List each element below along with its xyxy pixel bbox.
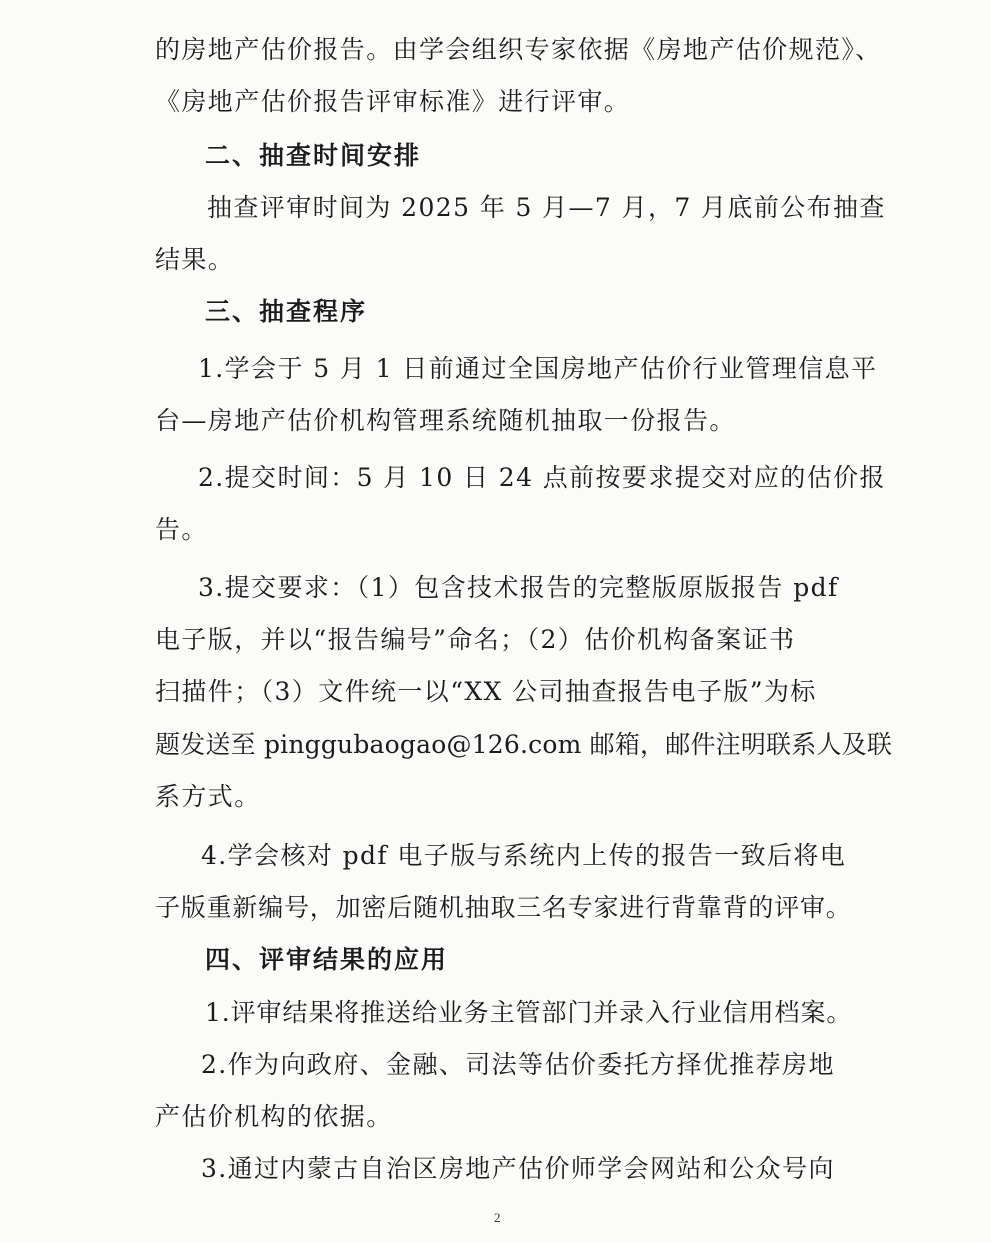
body-line: 系方式。 [155,782,261,811]
page-number: 2 [494,1210,501,1225]
body-line: 1.评审结果将推送给业务主管部门并录入行业信用档案。 [205,998,853,1027]
body-line: 结果。 [155,245,235,274]
body-line: 抽查评审时间为 2025 年 5 月—7 月，7 月底前公布抽查 [207,193,886,222]
body-line: 题发送至 pinggubaogao@126.com 邮箱，邮件注明联系人及联 [155,730,893,759]
body-line: 子版重新编号，加密后随机抽取三名专家进行背靠背的评审。 [155,893,852,922]
body-line: 《房地产估价报告评审标准》进行评审。 [155,87,631,116]
section-heading: 三、抽查程序 [205,297,368,326]
body-line: 1.学会于 5 月 1 日前通过全国房地产估价行业管理信息平 [198,354,878,383]
body-line: 4.学会核对 pdf 电子版与系统内上传的报告一致后将电 [201,841,847,870]
body-line: 的房地产估价报告。由学会组织专家依据《房地产估价规范》、 [155,35,882,64]
body-line: 3.提交要求：（1）包含技术报告的完整版原版报告 pdf [198,573,839,602]
section-heading: 四、评审结果的应用 [205,945,449,974]
body-line: 2.作为向政府、金融、司法等估价委托方择优推荐房地 [201,1050,835,1079]
section-heading: 二、抽查时间安排 [205,141,422,170]
body-line: 2.提交时间：5 月 10 日 24 点前按要求提交对应的估价报 [198,463,886,492]
body-line: 3.通过内蒙古自治区房地产估价师学会网站和公众号向 [201,1154,835,1183]
body-line: 台—房地产估价机构管理系统随机抽取一份报告。 [155,406,736,435]
body-line: 产估价机构的依据。 [155,1102,393,1131]
body-line: 电子版，并以“报告编号”命名；（2）估价机构备案证书 [155,625,796,654]
body-line: 扫描件；（3）文件统一以“XX 公司抽查报告电子版”为标 [155,677,817,706]
body-line: 告。 [155,515,208,544]
